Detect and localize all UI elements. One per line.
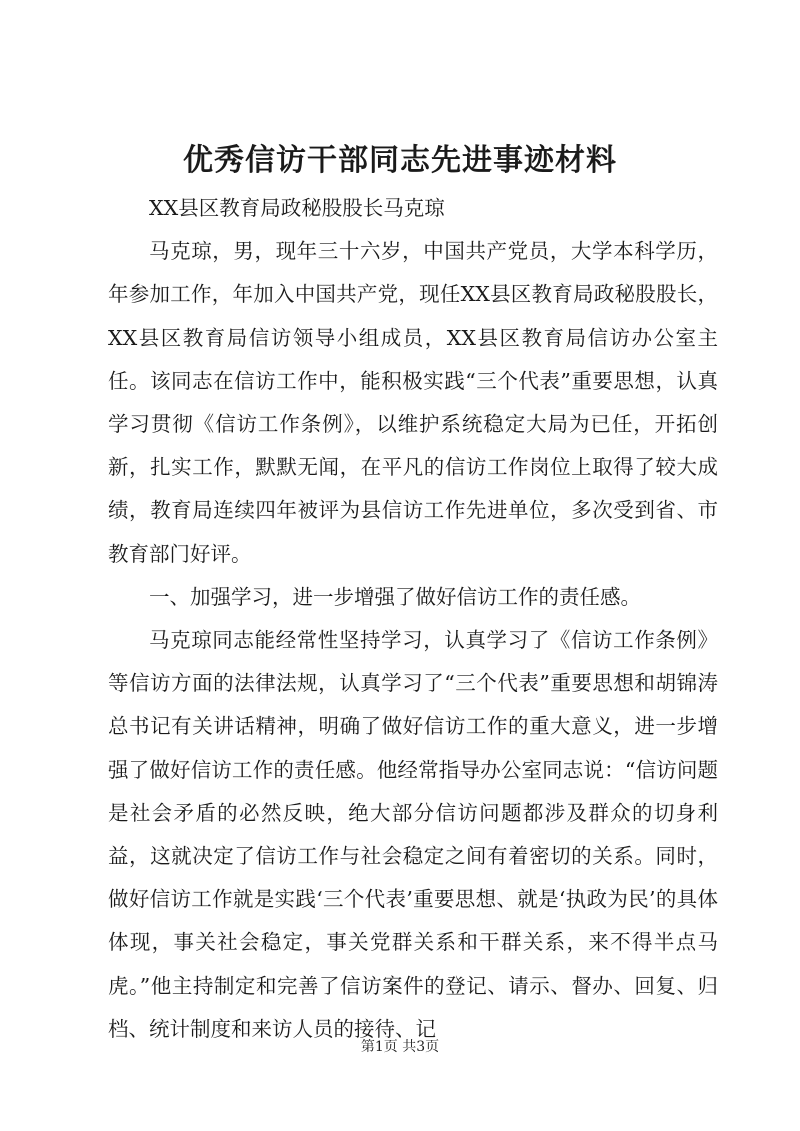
author-line: XX县区教育局政秘股股长马克琼 [149,196,445,220]
document-title: 优秀信访干部同志先进事迹材料 [183,143,617,178]
body-paragraph: 马克琼同志能经常性坚持学习，认真学习了《信访工作条例》等信访方面的法律法规，认真学习了“三个代表”重要思想和胡锦涛总书记有关讲话精神，明确了做好信访工作的重大意义，进一步增强了做好信访工作的责任感。他经常指导办公室同志说：“信访问题是社会矛盾的必然反映，绝大部分信访问题都涉及群众的切身利益，这就决定了信访工作与社会稳定之间有着密切的关系。同时，做好信访工作就是实践‘三个代表’重要思想、就是‘执政为民’的具体体现，事关社会稳定，事关党群关系和干群关系，来不得半点马虎。”他主持制定和完善了信访案件的登记、请示、督办、回复、归档、统计制度和来访人员的接待、记 [108,628,718,1041]
section-heading: 一、加强学习，进一步增强了做好信访工作的责任感。 [149,584,641,609]
body-paragraph: 马克琼，男，现年三十六岁，中国共产党员，大学本科学历，年参加工作，年加入中国共产党，现任XX县区教育局政秘股股长，XX县区教育局信访领导小组成员，XX县区教育局信访办公室主任。该同志在信访工作中，能积极实践“三个代表”重要思想，认真学习贯彻《信访工作条例》，以维护系统稳定大局为已任，开拓创新，扎实工作，默默无闻，在平凡的信访工作岗位上取得了较大成绩，教育局连续四年被评为县信访工作先进单位，多次受到省、市教育部门好评。 [108,239,718,566]
page-footer: 第1页 共3页 [360,1039,440,1055]
document-body [108,187,718,1051]
